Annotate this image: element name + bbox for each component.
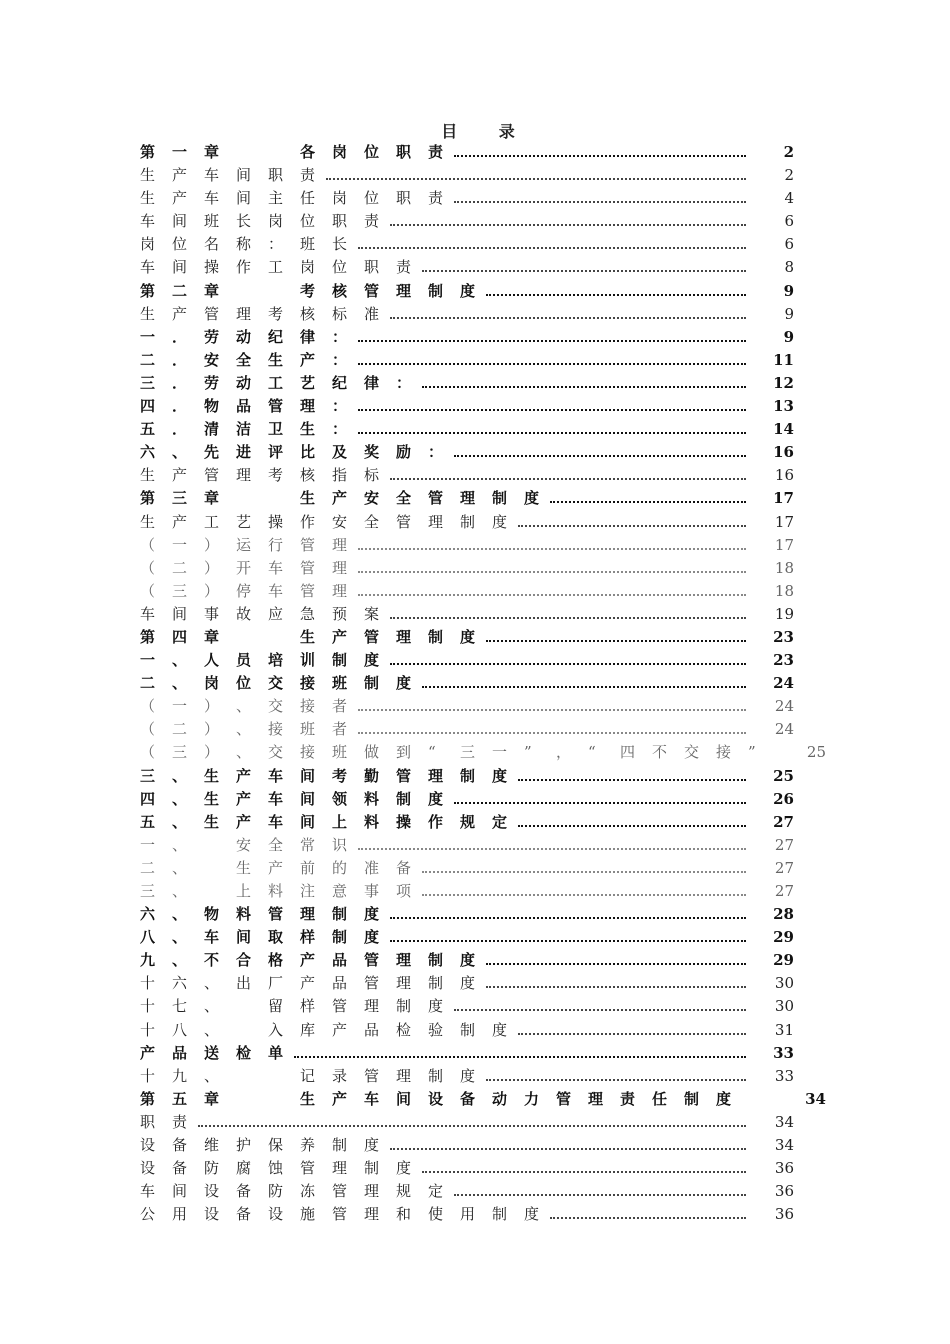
toc-entry-page: 12	[773, 373, 794, 392]
toc-entry[interactable]	[140, 695, 820, 718]
toc-entry-page: 34	[774, 1112, 794, 1131]
toc-dot-leader	[422, 256, 746, 279]
toc-entry-title: （ 一 ） 运 行 管 理	[140, 535, 348, 554]
toc-entry-page: 25	[806, 743, 826, 762]
toc-entry-page: 30	[774, 997, 794, 1016]
toc-entry-title: 设 备 维 护 保 养 制 度	[140, 1136, 380, 1155]
toc-dot-leader	[358, 418, 746, 441]
toc-entry[interactable]	[140, 1180, 820, 1203]
toc-entry[interactable]	[140, 718, 820, 741]
toc-entry-title: 四 ． 物 品 管 理 ：	[140, 397, 348, 416]
toc-entry[interactable]	[140, 1088, 826, 1111]
toc-entry[interactable]	[140, 372, 820, 395]
toc-entry[interactable]	[140, 626, 820, 649]
toc-entry-title: 第 二 章 考 核 管 理 制 度	[140, 281, 476, 300]
toc-entry-page: 18	[774, 581, 794, 600]
toc-entry[interactable]	[140, 464, 820, 487]
toc-entry[interactable]	[140, 187, 820, 210]
toc-title: 目 录	[441, 122, 533, 141]
toc-entry-page: 17	[773, 489, 794, 508]
toc-dot-leader	[454, 441, 746, 464]
toc-entry-page: 27	[774, 835, 794, 854]
toc-dot-leader	[422, 672, 746, 695]
toc-entry-page: 27	[773, 812, 794, 831]
toc-entry[interactable]	[140, 1111, 820, 1134]
toc-entry-title: 车 间 操 作 工 岗 位 职 责	[140, 258, 412, 277]
toc-entry-title: 三 ． 劳 动 工 艺 纪 律 ：	[140, 373, 412, 392]
table-of-contents	[140, 141, 826, 1226]
toc-dot-leader	[422, 1157, 746, 1180]
toc-entry[interactable]	[140, 303, 820, 326]
toc-entry-title: 十 六 、 出 厂 产 品 管 理 制 度	[140, 974, 476, 993]
toc-dot-leader	[358, 534, 746, 557]
toc-entry[interactable]	[140, 418, 820, 441]
toc-entry-title: （ 二 ） 、 接 班 者	[140, 720, 348, 739]
toc-entry-title: 五 ． 清 洁 卫 生 ：	[140, 420, 348, 439]
toc-dot-leader	[454, 1180, 746, 1203]
toc-dot-leader	[422, 372, 746, 395]
toc-entry-page: 33	[773, 1043, 794, 1062]
toc-entry-page: 30	[774, 974, 794, 993]
toc-dot-leader	[518, 511, 746, 534]
toc-entry[interactable]	[140, 1019, 820, 1042]
toc-dot-leader	[358, 695, 746, 718]
toc-dot-leader	[358, 557, 746, 580]
toc-entry[interactable]	[140, 926, 820, 949]
toc-dot-leader	[358, 233, 746, 256]
toc-entry-title: 二 、 岗 位 交 接 班 制 度	[140, 674, 412, 693]
toc-entry-title: 第 一 章 各 岗 位 职 责	[140, 143, 444, 161]
toc-entry-title: 十 九 、 记 录 管 理 制 度	[140, 1066, 476, 1085]
toc-entry[interactable]	[140, 603, 820, 626]
toc-dot-leader	[326, 164, 746, 187]
toc-dot-leader	[486, 972, 746, 995]
toc-entry-page: 31	[774, 1020, 794, 1039]
toc-dot-leader	[390, 649, 746, 672]
toc-entry[interactable]	[140, 141, 820, 164]
toc-entry-page: 2	[783, 143, 794, 161]
toc-dot-leader	[486, 949, 746, 972]
toc-entry-page: 18	[774, 558, 794, 577]
toc-entry[interactable]	[140, 511, 820, 534]
toc-entry-page: 6	[784, 235, 794, 254]
toc-entry-title: （ 三 ） 、 交 接 班 做 到 “ 三 一 ” ， “ 四 不 交 接 ”	[140, 743, 756, 762]
toc-entry-page: 34	[774, 1136, 794, 1155]
toc-entry[interactable]	[140, 834, 820, 857]
toc-dot-leader	[358, 834, 746, 857]
toc-entry-title: （ 三 ） 停 车 管 理	[140, 581, 348, 600]
toc-entry-title: 生 产 管 理 考 核 标 准	[140, 304, 380, 323]
toc-entry-page: 16	[774, 466, 794, 485]
toc-entry-page: 23	[773, 627, 794, 646]
toc-dot-leader	[518, 811, 746, 834]
toc-entry-page: 29	[773, 951, 794, 970]
toc-entry-title: 一 、 人 员 培 训 制 度	[140, 651, 380, 670]
toc-entry[interactable]	[140, 349, 820, 372]
toc-entry[interactable]	[140, 949, 820, 972]
toc-entry-page: 19	[774, 604, 794, 623]
toc-dot-leader	[358, 718, 746, 741]
toc-entry-title: 职 责	[140, 1112, 188, 1131]
toc-entry-title: 二 ． 安 全 生 产 ：	[140, 350, 348, 369]
toc-entry-title: 车 间 班 长 岗 位 职 责	[140, 212, 380, 231]
toc-dot-leader	[454, 995, 746, 1018]
toc-entry[interactable]	[140, 1042, 820, 1065]
toc-entry-page: 36	[774, 1205, 794, 1224]
toc-entry-title: 岗 位 名 称 ： 班 长	[140, 235, 348, 254]
toc-entry-title: 车 间 事 故 应 急 预 案	[140, 604, 380, 623]
toc-dot-leader	[454, 187, 746, 210]
toc-entry-page: 8	[784, 258, 794, 277]
toc-entry-page: 2	[784, 166, 794, 185]
toc-entry-page: 6	[784, 212, 794, 231]
toc-entry-page: 11	[773, 350, 794, 369]
toc-entry-title: 设 备 防 腐 蚀 管 理 制 度	[140, 1159, 412, 1178]
toc-dot-leader	[358, 349, 746, 372]
toc-entry-page: 14	[773, 420, 794, 439]
toc-entry-title: 第 三 章 生 产 安 全 管 理 制 度	[140, 489, 540, 508]
toc-entry-page: 24	[773, 674, 794, 693]
toc-entry-title: 三 、 生 产 车 间 考 勤 管 理 制 度	[140, 766, 508, 785]
toc-entry-page: 36	[774, 1159, 794, 1178]
toc-entry[interactable]	[140, 164, 820, 187]
toc-dot-leader	[390, 464, 746, 487]
toc-entry[interactable]	[140, 672, 820, 695]
toc-entry[interactable]	[140, 395, 820, 418]
toc-dot-leader	[518, 765, 746, 788]
toc-dot-leader	[486, 1065, 746, 1088]
toc-entry-title: 九 、 不 合 格 产 品 管 理 制 度	[140, 951, 476, 970]
toc-entry-page: 25	[773, 766, 794, 785]
toc-entry[interactable]	[140, 788, 820, 811]
toc-entry[interactable]	[140, 441, 820, 464]
toc-entry[interactable]	[140, 326, 820, 349]
toc-entry[interactable]	[140, 1203, 820, 1226]
toc-entry-page: 33	[774, 1066, 794, 1085]
toc-entry-title: 六 、 物 料 管 理 制 度	[140, 905, 380, 924]
toc-entry-page: 9	[783, 281, 794, 300]
toc-entry[interactable]	[140, 557, 820, 580]
toc-entry[interactable]	[140, 880, 820, 903]
toc-entry-page: 28	[773, 905, 794, 924]
toc-entry-page: 9	[783, 327, 794, 346]
toc-entry-page: 24	[774, 720, 794, 739]
toc-entry-page: 34	[805, 1089, 826, 1108]
toc-dot-leader	[198, 1111, 746, 1134]
toc-entry-page: 23	[773, 651, 794, 670]
toc-entry[interactable]	[140, 903, 820, 926]
toc-entry-title: 八 、 车 间 取 样 制 度	[140, 928, 380, 947]
toc-entry-title: 一 ． 劳 动 纪 律 ：	[140, 327, 348, 346]
toc-dot-leader	[390, 1134, 746, 1157]
toc-entry-page: 36	[774, 1182, 794, 1201]
toc-entry-page: 4	[784, 189, 794, 208]
toc-entry-title: 第 五 章 生 产 车 间 设 备 动 力 管 理 责 任 制 度	[140, 1089, 732, 1108]
toc-entry[interactable]	[140, 233, 820, 256]
toc-entry-page: 16	[773, 443, 794, 462]
toc-entry[interactable]	[140, 649, 820, 672]
toc-entry-title: 生 产 工 艺 操 作 安 全 管 理 制 度	[140, 512, 508, 531]
toc-dot-leader	[390, 926, 746, 949]
toc-entry[interactable]	[140, 256, 820, 279]
toc-entry[interactable]	[140, 765, 820, 788]
toc-dot-leader	[550, 487, 746, 510]
toc-entry-page: 27	[774, 858, 794, 877]
toc-entry-page: 13	[773, 397, 794, 416]
toc-entry-title: 二 、 生 产 前 的 准 备	[140, 858, 412, 877]
toc-entry[interactable]	[140, 741, 826, 764]
toc-entry[interactable]	[140, 487, 820, 510]
toc-entry[interactable]	[140, 1065, 820, 1088]
toc-dot-leader	[486, 626, 746, 649]
toc-dot-leader	[358, 326, 746, 349]
toc-entry-title: （ 一 ） 、 交 接 者	[140, 697, 348, 716]
toc-entry-title: 生 产 车 间 职 责	[140, 166, 316, 185]
toc-entry-page: 29	[773, 928, 794, 947]
toc-entry-title: 一 、 安 全 常 识	[140, 835, 348, 854]
toc-dot-leader	[454, 788, 746, 811]
toc-entry[interactable]	[140, 972, 820, 995]
toc-entry-page: 17	[774, 535, 794, 554]
toc-dot-leader	[390, 210, 746, 233]
toc-dot-leader	[422, 857, 746, 880]
toc-dot-leader	[486, 280, 746, 303]
toc-entry[interactable]	[140, 857, 820, 880]
toc-entry-title: 五 、 生 产 车 间 上 料 操 作 规 定	[140, 812, 508, 831]
toc-entry[interactable]	[140, 534, 820, 557]
toc-entry-title: 十 八 、 入 库 产 品 检 验 制 度	[140, 1020, 508, 1039]
toc-entry-page: 26	[773, 789, 794, 808]
toc-dot-leader	[390, 303, 746, 326]
toc-entry-title: 产 品 送 检 单	[140, 1043, 284, 1062]
toc-entry-title: 第 四 章 生 产 管 理 制 度	[140, 627, 476, 646]
toc-entry-page: 27	[774, 882, 794, 900]
toc-dot-leader	[518, 1019, 746, 1042]
toc-dot-leader	[358, 580, 746, 603]
toc-entry[interactable]	[140, 210, 820, 233]
toc-entry[interactable]	[140, 580, 820, 603]
toc-entry-title: 十 七 、 留 样 管 理 制 度	[140, 997, 444, 1016]
toc-entry-title: 六 、 先 进 评 比 及 奖 励 ：	[140, 443, 444, 462]
toc-entry[interactable]	[140, 811, 820, 834]
toc-entry-title: 公 用 设 备 设 施 管 理 和 使 用 制 度	[140, 1205, 540, 1224]
toc-dot-leader	[454, 141, 746, 164]
toc-entry-page: 9	[784, 304, 794, 323]
toc-dot-leader	[422, 880, 746, 903]
toc-dot-leader	[390, 903, 746, 926]
toc-entry-title: 生 产 管 理 考 核 指 标	[140, 466, 380, 485]
toc-entry[interactable]	[140, 1134, 820, 1157]
toc-entry-title: 生 产 车 间 主 任 岗 位 职 责	[140, 189, 444, 208]
toc-dot-leader	[358, 395, 746, 418]
toc-entry[interactable]	[140, 1157, 820, 1180]
toc-entry-title: 车 间 设 备 防 冻 管 理 规 定	[140, 1182, 444, 1201]
toc-entry-title: （ 二 ） 开 车 管 理	[140, 558, 348, 577]
toc-entry-page: 24	[774, 697, 794, 716]
toc-dot-leader	[390, 603, 746, 626]
toc-entry-page: 17	[774, 512, 794, 531]
toc-entry[interactable]	[140, 280, 820, 303]
toc-entry[interactable]	[140, 995, 820, 1018]
toc-entry-title: 三 、 上 料 注 意 事 项	[140, 882, 412, 900]
toc-entry-title: 四 、 生 产 车 间 领 料 制 度	[140, 789, 444, 808]
toc-dot-leader	[550, 1203, 746, 1226]
toc-dot-leader	[294, 1042, 746, 1065]
